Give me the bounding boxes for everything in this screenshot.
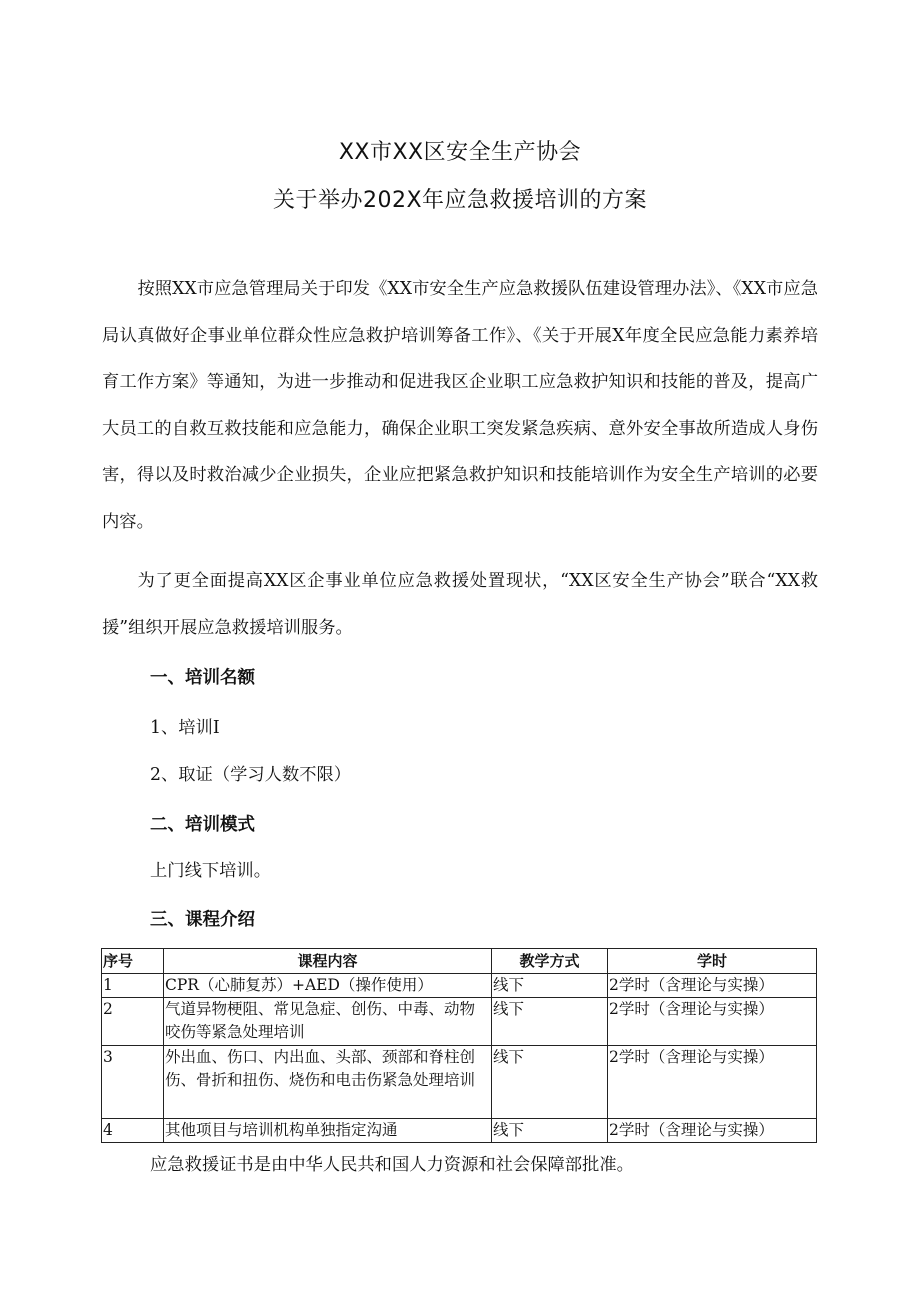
document-title-line1: XX市XX区安全生产协会 <box>338 140 582 165</box>
intro-paragraph: 按照XX市应急管理局关于印发《XX市安全生产应急救援队伍建设管理办法》、《XX市应急局认真做好企事业单位群众性应急救护培训筹备工作》、《关于开展X年度全民应急能力素养培育工作方案》等通知，为进一步推动和促进我区企业职工应急救护知识和技能的普及，提高广大员工的自救互救技能和应急能力，确保企业职工突发紧急疾病、意外安全事故所造成人身伤害，得以及时救治减少企业损失，企业应把紧急救护知识和技能培训作为安全生产培训的必要内容。 <box>102 279 818 532</box>
section-heading-mode: 二、培训模式 <box>150 815 255 835</box>
mode-text: 上门线下培训。 <box>150 861 271 881</box>
cell-content: 其他项目与培训机构单独指定沟通 <box>164 1119 492 1143</box>
certificate-note: 应急救援证书是由中华人民共和国人力资源和社会保障部批准。 <box>150 1155 634 1175</box>
cell-method: 线下 <box>492 1046 608 1119</box>
cell-hours: 2学时（含理论与实操） <box>608 974 817 998</box>
cell-no: 1 <box>102 974 164 998</box>
section-heading-courses: 三、课程介绍 <box>150 910 255 930</box>
table-row <box>102 1046 817 1119</box>
cell-method: 线下 <box>492 974 608 998</box>
cell-hours: 2学时（含理论与实操） <box>608 1119 817 1143</box>
course-table <box>101 948 817 1143</box>
header-content: 课程内容 <box>164 949 492 974</box>
document-title-line2: 关于举办202X年应急救援培训的方案 <box>272 188 648 213</box>
quota-item-2: 2、取证（学习人数不限） <box>150 765 352 785</box>
table-row <box>102 974 817 998</box>
cell-no: 2 <box>102 998 164 1046</box>
cell-content: CPR（心肺复苏）+AED（操作使用） <box>164 974 492 998</box>
cell-hours: 2学时（含理论与实操） <box>608 1046 817 1119</box>
header-no: 序号 <box>102 949 164 974</box>
cell-hours: 2学时（含理论与实操） <box>608 998 817 1046</box>
table-row <box>102 1119 817 1143</box>
cell-content: 气道异物梗阻、常见急症、创伤、中毒、动物咬伤等紧急处理培训 <box>164 998 492 1046</box>
section-heading-quota: 一、培训名额 <box>150 668 255 688</box>
header-hours: 学时 <box>608 949 817 974</box>
table-row <box>102 998 817 1046</box>
quota-item-1: 1、培训I <box>150 718 220 738</box>
table-header-row <box>102 949 817 974</box>
cell-content: 外出血、伤口、内出血、头部、颈部和脊柱创伤、骨折和扭伤、烧伤和电击伤紧急处理培训 <box>164 1046 492 1119</box>
header-method: 教学方式 <box>492 949 608 974</box>
purpose-paragraph: 为了更全面提高XX区企事业单位应急救援处置现状，“XX区安全生产协会”联合“XX救援”组织开展应急救援培训服务。 <box>102 571 818 638</box>
cell-no: 3 <box>102 1046 164 1119</box>
cell-method: 线下 <box>492 998 608 1046</box>
cell-method: 线下 <box>492 1119 608 1143</box>
cell-no: 4 <box>102 1119 164 1143</box>
